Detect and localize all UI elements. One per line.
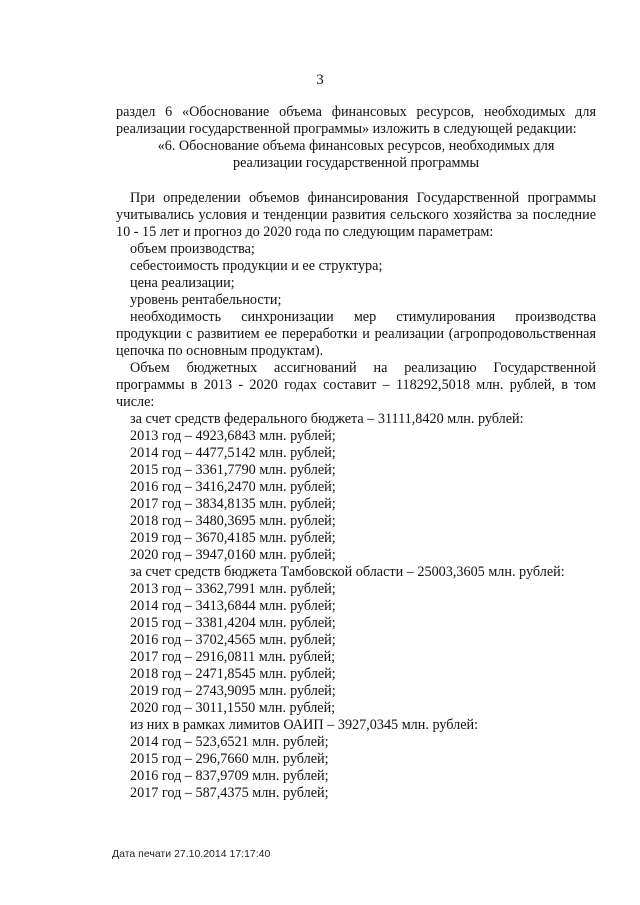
- para1-line-3: 10 - 15 лет и прогноз до 2020 года по следующим параметрам:: [116, 224, 494, 240]
- federal-year: 2019 год – 3670,4185 млн. рублей;: [130, 530, 336, 546]
- regional-year: 2020 год – 3011,1550 млн. рублей;: [130, 700, 336, 716]
- regional-year: 2016 год – 3702,4565 млн. рублей;: [130, 632, 336, 648]
- intro-line-2: реализации государственной программы» изложить в следующей редакции:: [116, 121, 577, 137]
- federal-year: 2013 год – 4923,6843 млн. рублей;: [130, 428, 336, 444]
- regional-year: 2013 год – 3362,7991 млн. рублей;: [130, 581, 336, 597]
- param-item: себестоимость продукции и ее структура;: [130, 258, 383, 274]
- page-number: 3: [316, 72, 324, 88]
- federal-year: 2017 год – 3834,8135 млн. рублей;: [130, 496, 336, 512]
- federal-year: 2020 год – 3947,0160 млн. рублей;: [130, 547, 336, 563]
- federal-heading: за счет средств федерального бюджета – 31111,8420 млн. рублей:: [130, 411, 524, 427]
- regional-heading: за счет средств бюджета Тамбовской области – 25003,3605 млн. рублей:: [130, 564, 565, 580]
- section-title-line-2: реализации государственной программы: [232, 155, 480, 171]
- total-line-3: числе:: [116, 394, 155, 410]
- para1-line-1: При определении объемов финансирования Государственной программы: [130, 190, 596, 206]
- regional-year: 2014 год – 3413,6844 млн. рублей;: [130, 598, 336, 614]
- federal-year: 2016 год – 3416,2470 млн. рублей;: [130, 479, 336, 495]
- federal-year: 2014 год – 4477,5142 млн. рублей;: [130, 445, 336, 461]
- oaip-year: 2017 год – 587,4375 млн. рублей;: [130, 785, 329, 801]
- param-item: уровень рентабельности;: [130, 292, 282, 308]
- oaip-year: 2016 год – 837,9709 млн. рублей;: [130, 768, 329, 784]
- regional-year: 2015 год – 3381,4204 млн. рублей;: [130, 615, 336, 631]
- total-line-2: программы в 2013 - 2020 годах составит – 118292,5018 млн. рублей, в том: [116, 377, 596, 393]
- federal-year: 2018 год – 3480,3695 млн. рублей;: [130, 513, 336, 529]
- sync-line-2: продукции с развитием ее переработки и реализации (агропродовольственная: [116, 326, 596, 342]
- federal-year: 2015 год – 3361,7790 млн. рублей;: [130, 462, 336, 478]
- oaip-year: 2014 год – 523,6521 млн. рублей;: [130, 734, 329, 750]
- para1-line-2: учитывались условия и тенденции развития сельского хозяйства за последние: [116, 207, 596, 223]
- section-title-line-1: «6. Обоснование объема финансовых ресурсов, необходимых для: [157, 138, 555, 154]
- param-item: объем производства;: [130, 241, 255, 257]
- intro-line-1: раздел 6 «Обоснование объема финансовых ресурсов, необходимых для: [116, 104, 596, 120]
- regional-year: 2018 год – 2471,8545 млн. рублей;: [130, 666, 336, 682]
- regional-year: 2019 год – 2743,9095 млн. рублей;: [130, 683, 336, 699]
- print-date-footer: Дата печати 27.10.2014 17:17:40: [112, 848, 271, 860]
- param-item: цена реализации;: [130, 275, 235, 291]
- oaip-heading: из них в рамках лимитов ОАИП – 3927,0345 млн. рублей:: [130, 717, 479, 733]
- sync-line-1: необходимость синхронизации мер стимулирования производства: [130, 309, 596, 325]
- sync-line-3: цепочка по основным продуктам).: [116, 343, 324, 359]
- regional-year: 2017 год – 2916,0811 млн. рублей;: [130, 649, 336, 665]
- total-line-1: Объем бюджетных ассигнований на реализацию Государственной: [130, 360, 596, 376]
- oaip-year: 2015 год – 296,7660 млн. рублей;: [130, 751, 329, 767]
